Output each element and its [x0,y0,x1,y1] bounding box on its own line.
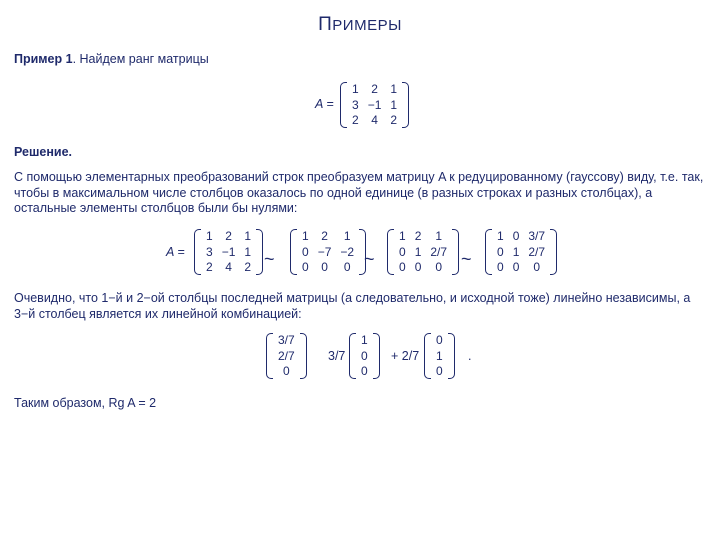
matrix-cell: 1 [206,229,213,243]
equivalence-tilde: ~ [461,249,472,269]
matrix-a-label: A = [315,97,334,111]
chain-matrix [290,229,366,275]
matrix-cell: 2 [352,113,359,127]
example-label: Пример 1 [14,52,73,66]
matrix-cell: 4 [225,260,232,274]
page-title: ПРИМЕРЫ [318,14,402,35]
matrix-cell: 0 [533,260,541,274]
example-text: . Найдем ранг матрицы [72,52,209,66]
solution-label: Решение. [14,145,73,159]
chain-label: A = [166,245,185,259]
matrix-cell: −7 [317,244,332,259]
matrix-cell: 0 [361,348,368,363]
coef-1: 3/7 [328,349,346,363]
matrix-cell: 0 [361,364,368,378]
matrix-cell: 3 [206,244,213,259]
matrix-cell: 0 [283,364,290,378]
matrix-cell: 0 [399,244,406,259]
matrix-cell: 0 [512,260,520,274]
matrix-cell: 0 [343,260,351,274]
final-text: Таким образом, Rg A = 2 [14,396,157,410]
matrix-cell: 1 [244,229,252,243]
matrix-cell: 0 [436,333,443,347]
matrix-cell: 1 [352,82,359,96]
matrix-cell: 1 [414,244,422,259]
matrix-cell: 1 [435,229,443,243]
matrix-cell: 2/7 [278,348,295,363]
matrix-cell: 1 [361,333,368,347]
matrix-cell: 1 [302,229,309,243]
matrix-cell: 0 [302,244,309,259]
matrix-cell: 2/7 [528,244,546,259]
matrix-cell: 1 [343,229,351,243]
matrix-cell: 2 [414,229,422,243]
bracket-left [340,82,347,128]
chain-matrix [387,229,459,275]
bracket-left [387,229,394,275]
matrix-cell: 2 [390,113,398,127]
matrix-cell: 0 [497,244,504,259]
matrix-cell: −2 [340,244,355,259]
bracket-right [373,333,380,379]
matrix-cell: 2/7 [430,244,448,259]
chain-matrix [485,229,557,275]
matrix-cell: 0 [497,260,504,274]
bracket-left [194,229,201,275]
equivalence-tilde: ~ [264,249,275,269]
matrix-cell: 0 [435,260,443,274]
equivalence-tilde: ~ [364,249,375,269]
matrix-cell: −1 [221,244,236,259]
matrix-cell: 0 [399,260,406,274]
bracket-left [424,333,431,379]
matrix-cell: 0 [414,260,422,274]
matrix-cell: 0 [436,364,443,378]
conclusion-text: Очевидно, что 1−й и 2−ой столбцы последней матрицы (а следовательно, и исходной тоже) линейно независимы, а 3−й столбец является их линейной комбинацией: [14,291,691,321]
matrix-cell: 2 [321,229,328,243]
bracket-left [266,333,273,379]
bracket-right [256,229,263,275]
matrix-cell: 1 [497,229,504,243]
bracket-left [349,333,356,379]
example-heading [14,52,209,67]
combo-end: . [468,349,472,363]
matrix-cell: 4 [371,113,378,127]
matrix-a [340,82,409,128]
chain-matrix [194,229,263,275]
matrix-cell: 0 [512,229,520,243]
solution-text: С помощью элементарных преобразований строк преобразуем матрицу A к редуцированному (гауссову) виду, т.е. так, чтобы в максимальном числе столбцов оказалось по одной единице (в разных строках и разных столбцах), а остальные элементы столбцов были бы нулями: [14,170,704,215]
matrix-cell: 0 [321,260,328,274]
matrix-cell: 2 [371,82,378,96]
coef-2: + 2/7 [391,349,420,363]
bracket-right [452,229,459,275]
matrix-cell: −1 [367,97,382,112]
vector-column-2 [424,333,455,379]
matrix-cell: 1 [390,97,398,112]
matrix-cell: 3 [352,97,359,112]
vector-column-1 [349,333,380,379]
matrix-cell: 0 [302,260,309,274]
matrix-cell: 1 [390,82,398,96]
matrix-cell: 2 [225,229,232,243]
matrix-cell: 2 [244,260,252,274]
bracket-right [300,333,307,379]
bracket-right [448,333,455,379]
vector-column-3 [266,333,307,379]
matrix-cell: 3/7 [278,333,295,347]
matrix-cell: 3/7 [528,229,546,243]
matrix-cell: 1 [512,244,520,259]
bracket-right [550,229,557,275]
bracket-left [290,229,297,275]
matrix-cell: 1 [436,348,443,363]
matrix-cell: 1 [244,244,252,259]
matrix-cell: 2 [206,260,213,274]
matrix-cell: 1 [399,229,406,243]
bracket-right [402,82,409,128]
bracket-left [485,229,492,275]
